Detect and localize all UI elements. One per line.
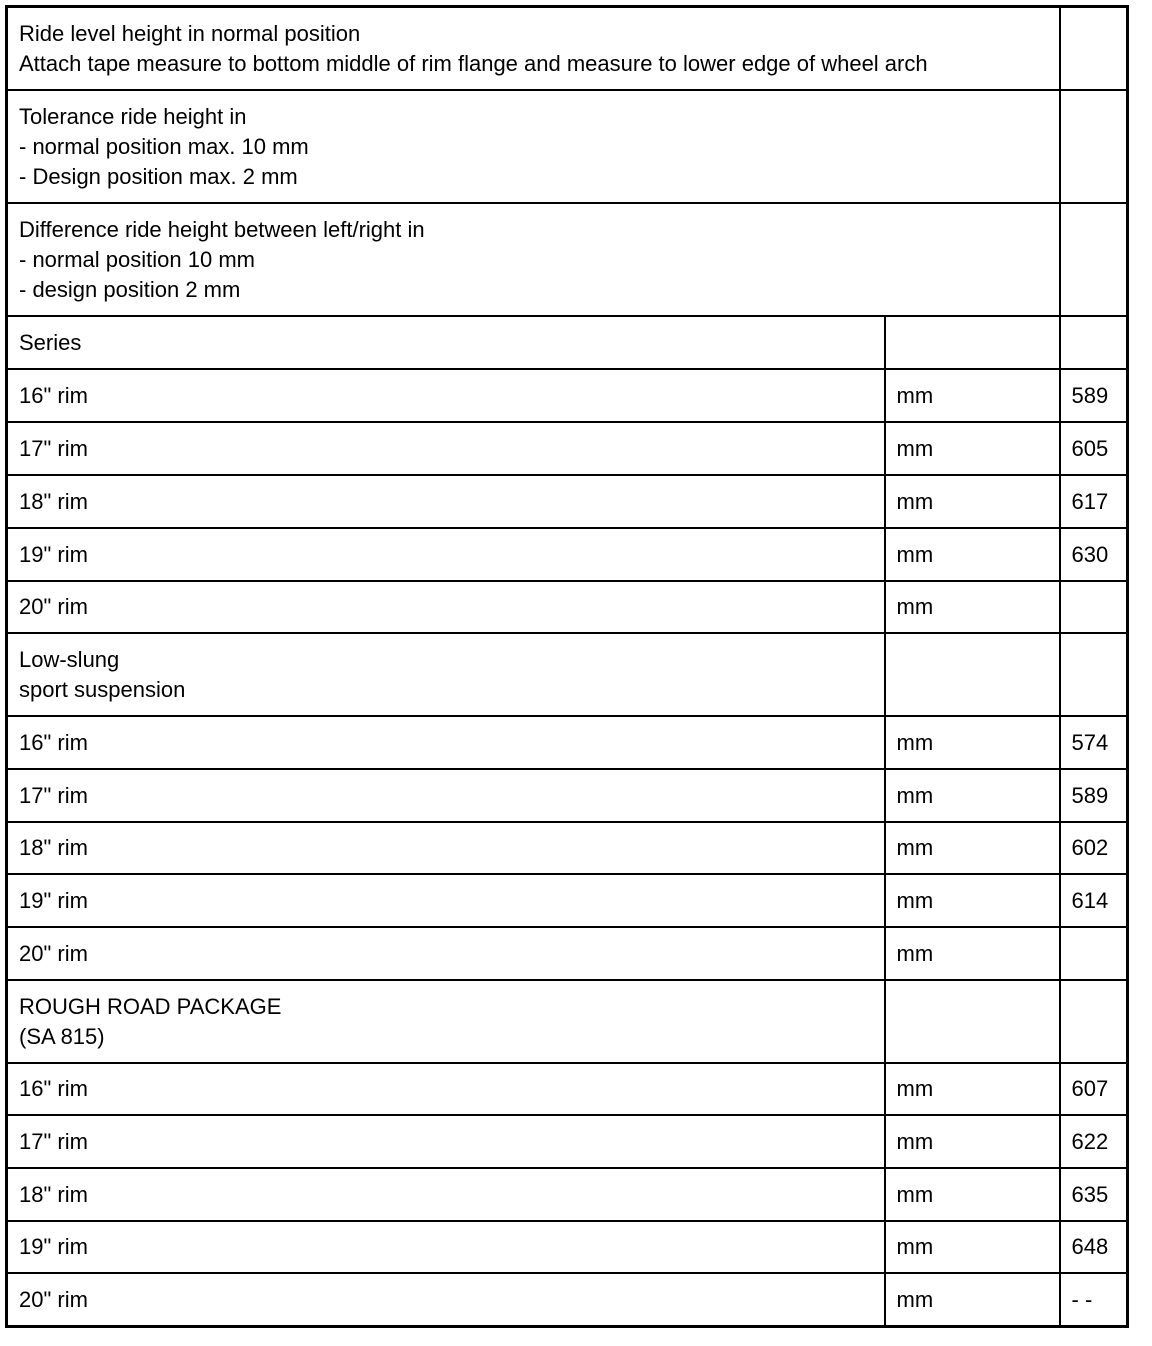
value-cell: 630	[1060, 528, 1128, 581]
value-cell: 648	[1060, 1221, 1128, 1273]
value-cell: 589	[1060, 369, 1128, 422]
value-cell: - -	[1060, 1273, 1128, 1327]
rim-label: 16" rim	[7, 1063, 885, 1115]
unit-cell: mm	[885, 822, 1060, 874]
table-row	[7, 927, 1128, 980]
table-row	[7, 874, 1128, 927]
info-row-ride-level	[7, 7, 1128, 91]
table-row	[7, 369, 1128, 422]
rim-label: 19" rim	[7, 874, 885, 927]
unit-cell: mm	[885, 528, 1060, 581]
table-row	[7, 528, 1128, 581]
ride-height-table	[5, 5, 1129, 1328]
rim-label: 19" rim	[7, 1221, 885, 1273]
unit-cell: mm	[885, 581, 1060, 633]
rim-label: 17" rim	[7, 1115, 885, 1168]
value-cell	[1060, 581, 1128, 633]
unit-cell: mm	[885, 1115, 1060, 1168]
unit-cell	[885, 316, 1060, 369]
unit-cell: mm	[885, 1221, 1060, 1273]
rim-label: 20" rim	[7, 927, 885, 980]
unit-cell: mm	[885, 1063, 1060, 1115]
info-value-cell	[1060, 90, 1128, 203]
value-cell: 589	[1060, 769, 1128, 822]
table-row	[7, 422, 1128, 475]
unit-cell: mm	[885, 769, 1060, 822]
info-text: Ride level height in normal position Attach tape measure to bottom middle of rim flange and measure to lower edge of wheel arch	[7, 7, 1060, 91]
info-row-tolerance	[7, 90, 1128, 203]
unit-cell: mm	[885, 716, 1060, 769]
value-cell	[1060, 980, 1128, 1063]
value-cell	[1060, 633, 1128, 716]
table-row	[7, 716, 1128, 769]
section-heading-row	[7, 316, 1128, 369]
value-cell	[1060, 927, 1128, 980]
rim-label: 18" rim	[7, 475, 885, 528]
rim-label: 19" rim	[7, 528, 885, 581]
rim-label: 17" rim	[7, 422, 885, 475]
section-heading: Series	[7, 316, 885, 369]
rim-label: 20" rim	[7, 581, 885, 633]
table-row	[7, 1168, 1128, 1221]
value-cell: 617	[1060, 475, 1128, 528]
value-cell: 622	[1060, 1115, 1128, 1168]
section-heading-row	[7, 633, 1128, 716]
info-text: Difference ride height between left/right in - normal position 10 mm - design position 2 mm	[7, 203, 1060, 316]
unit-cell: mm	[885, 1273, 1060, 1327]
rim-label: 16" rim	[7, 716, 885, 769]
info-value-cell	[1060, 203, 1128, 316]
table-row	[7, 1063, 1128, 1115]
value-cell: 574	[1060, 716, 1128, 769]
value-cell: 605	[1060, 422, 1128, 475]
info-text: Tolerance ride height in - normal position max. 10 mm - Design position max. 2 mm	[7, 90, 1060, 203]
unit-cell: mm	[885, 874, 1060, 927]
unit-cell	[885, 633, 1060, 716]
section-heading: ROUGH ROAD PACKAGE (SA 815)	[7, 980, 885, 1063]
section-heading: Low-slung sport suspension	[7, 633, 885, 716]
value-cell: 614	[1060, 874, 1128, 927]
unit-cell: mm	[885, 475, 1060, 528]
value-cell	[1060, 316, 1128, 369]
rim-label: 17" rim	[7, 769, 885, 822]
table-row	[7, 822, 1128, 874]
table-row	[7, 769, 1128, 822]
unit-cell	[885, 980, 1060, 1063]
info-value-cell	[1060, 7, 1128, 91]
table-row	[7, 581, 1128, 633]
table-row	[7, 1273, 1128, 1327]
rim-label: 18" rim	[7, 822, 885, 874]
table-row	[7, 1115, 1128, 1168]
info-row-difference	[7, 203, 1128, 316]
rim-label: 18" rim	[7, 1168, 885, 1221]
table-row	[7, 1221, 1128, 1273]
unit-cell: mm	[885, 927, 1060, 980]
rim-label: 20" rim	[7, 1273, 885, 1327]
table-row	[7, 475, 1128, 528]
rim-label: 16" rim	[7, 369, 885, 422]
unit-cell: mm	[885, 369, 1060, 422]
unit-cell: mm	[885, 1168, 1060, 1221]
value-cell: 602	[1060, 822, 1128, 874]
value-cell: 635	[1060, 1168, 1128, 1221]
unit-cell: mm	[885, 422, 1060, 475]
value-cell: 607	[1060, 1063, 1128, 1115]
section-heading-row	[7, 980, 1128, 1063]
